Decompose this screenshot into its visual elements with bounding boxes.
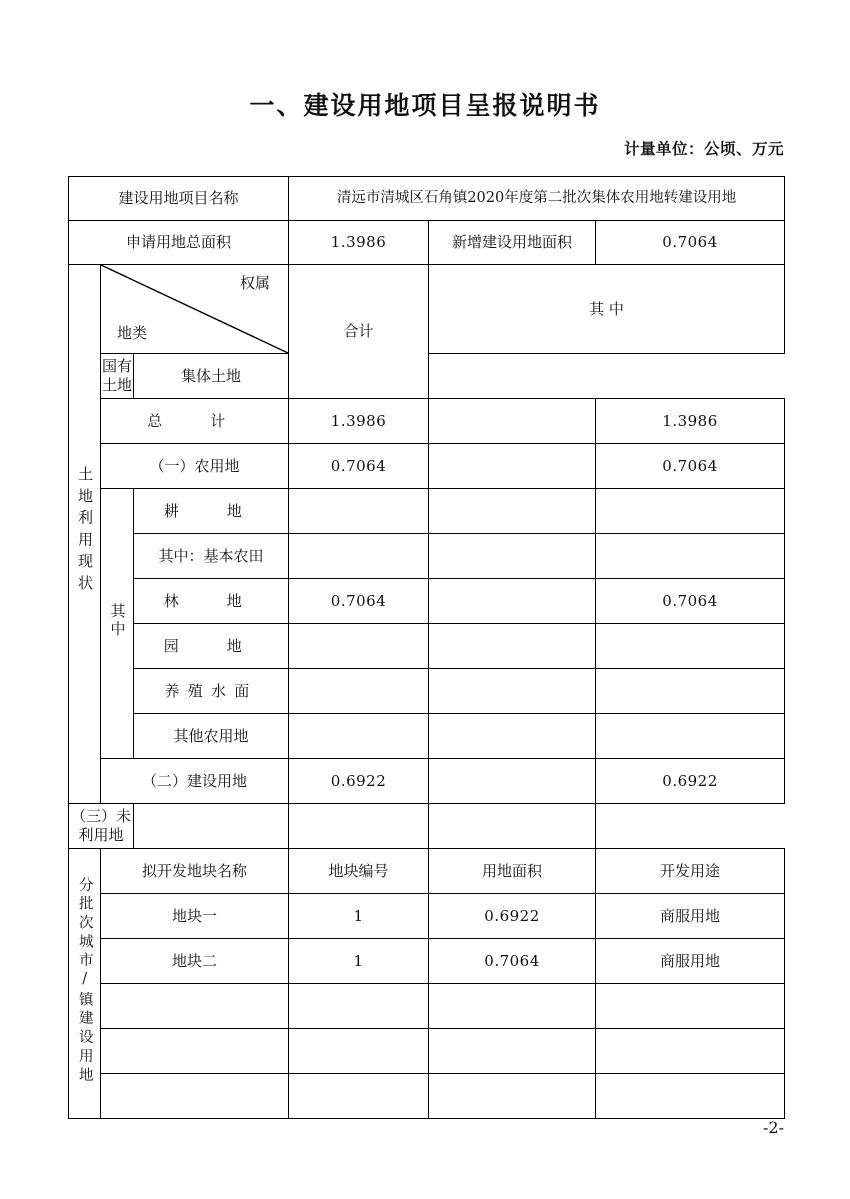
cell-garden-state <box>429 624 596 669</box>
cell-construction-collective: 0.6922 <box>596 759 785 804</box>
cell-parcel-number <box>289 984 429 1029</box>
cell-parcel-name <box>101 1029 289 1074</box>
cell-other-agricultural-state <box>429 714 596 759</box>
table-row <box>69 579 785 624</box>
table-row <box>69 534 785 579</box>
table-row <box>69 1074 785 1119</box>
cell-unused-collective <box>429 804 596 849</box>
cell-parcel-number <box>289 1029 429 1074</box>
table-row <box>69 444 785 489</box>
cell-aquaculture-state <box>429 669 596 714</box>
table-row <box>69 399 785 444</box>
cell-parcel-area: 0.7064 <box>429 939 596 984</box>
row-label-aquaculture-water: 养殖水面 <box>134 669 289 714</box>
row-label-grand-total: 总 计 <box>101 399 289 444</box>
cell-garden-collective <box>596 624 785 669</box>
row-label-unused-land: （三）未利用地 <box>69 804 134 849</box>
row-label-construction-land: （二）建设用地 <box>101 759 289 804</box>
column-header-parcel-purpose: 开发用途 <box>596 849 785 894</box>
cell-cultivated-collective <box>596 489 785 534</box>
row-label-garden-land: 园 地 <box>134 624 289 669</box>
cell-other-agricultural-collective <box>596 714 785 759</box>
cell-parcel-purpose: 商服用地 <box>596 939 785 984</box>
land-use-header-row-1 <box>69 265 785 354</box>
new-construction-area-label: 新增建设用地面积 <box>429 221 596 265</box>
total-area-label: 申请用地总面积 <box>69 221 289 265</box>
area-summary-row <box>69 221 785 265</box>
cell-grand-total-state <box>429 399 596 444</box>
land-category-header-label: 地类 <box>117 324 148 343</box>
cell-forest-collective: 0.7064 <box>596 579 785 624</box>
cell-agricultural-collective: 0.7064 <box>596 444 785 489</box>
column-header-parcel-number: 地块编号 <box>289 849 429 894</box>
cell-parcel-name: 地块二 <box>101 939 289 984</box>
column-header-collective-land: 集体土地 <box>134 354 289 399</box>
total-area-value: 1.3986 <box>289 221 429 265</box>
cell-unused-total <box>134 804 289 849</box>
cell-parcel-name <box>101 1074 289 1119</box>
table-row <box>69 804 785 849</box>
cell-parcel-number <box>289 1074 429 1119</box>
cell-parcel-purpose <box>596 1029 785 1074</box>
column-header-group-among: 其 中 <box>429 265 785 354</box>
cell-parcel-area <box>429 984 596 1029</box>
row-label-basic-farmland: 其中：基本农田 <box>134 534 289 579</box>
cell-basic-farmland-total <box>289 534 429 579</box>
land-application-table <box>68 176 785 1119</box>
page-number: -2- <box>763 1118 784 1137</box>
cell-parcel-number: 1 <box>289 894 429 939</box>
row-label-forest-land: 林 地 <box>134 579 289 624</box>
table-row <box>69 894 785 939</box>
column-header-parcel-name: 拟开发地块名称 <box>101 849 289 894</box>
cell-parcel-name: 地块一 <box>101 894 289 939</box>
table-row <box>69 984 785 1029</box>
project-name-value: 清远市清城区石角镇2020年度第二批次集体农用地转建设用地 <box>289 177 785 221</box>
table-row <box>69 714 785 759</box>
project-name-row <box>69 177 785 221</box>
cell-agricultural-total: 0.7064 <box>289 444 429 489</box>
cell-construction-state <box>429 759 596 804</box>
cell-parcel-purpose <box>596 984 785 1029</box>
cell-construction-total: 0.6922 <box>289 759 429 804</box>
row-label-agricultural-land: （一）农用地 <box>101 444 289 489</box>
new-construction-area-value: 0.7064 <box>596 221 785 265</box>
land-use-status-vertical-label <box>69 265 101 804</box>
row-label-other-agricultural: 其他农用地 <box>134 714 289 759</box>
land-use-status-vertical-text: 土地利用现状 <box>76 466 94 597</box>
table-row <box>69 489 785 534</box>
column-header-total: 合计 <box>289 265 429 399</box>
table-row <box>69 939 785 984</box>
cell-aquaculture-total <box>289 669 429 714</box>
cell-cultivated-total <box>289 489 429 534</box>
land-category-ownership-diagonal-header <box>101 265 289 354</box>
cell-forest-total: 0.7064 <box>289 579 429 624</box>
among-subgroup-vertical-text: 其中 <box>108 603 127 639</box>
page-title: 一、建设用地项目呈报说明书 <box>249 91 601 120</box>
table-row <box>69 759 785 804</box>
cell-parcel-area <box>429 1074 596 1119</box>
cell-aquaculture-collective <box>596 669 785 714</box>
cell-forest-state <box>429 579 596 624</box>
row-label-cultivated-land: 耕 地 <box>134 489 289 534</box>
table-row <box>69 624 785 669</box>
table-row <box>69 669 785 714</box>
table-row <box>69 1029 785 1074</box>
batch-urban-town-construction-vertical-text: 分批次城市/镇建设用地 <box>76 876 93 1086</box>
column-header-parcel-area: 用地面积 <box>429 849 596 894</box>
development-header-row <box>69 849 785 894</box>
cell-basic-farmland-state <box>429 534 596 579</box>
among-subgroup-vertical-label <box>101 489 134 759</box>
cell-parcel-purpose <box>596 1074 785 1119</box>
cell-parcel-purpose: 商服用地 <box>596 894 785 939</box>
cell-parcel-area <box>429 1029 596 1074</box>
cell-grand-total-total: 1.3986 <box>289 399 429 444</box>
batch-urban-town-construction-vertical-label <box>69 849 101 1119</box>
cell-basic-farmland-collective <box>596 534 785 579</box>
column-header-state-owned-land: 国有土地 <box>101 354 134 399</box>
cell-unused-state <box>289 804 429 849</box>
project-name-label: 建设用地项目名称 <box>69 177 289 221</box>
cell-parcel-name <box>101 984 289 1029</box>
cell-agricultural-state <box>429 444 596 489</box>
cell-grand-total-collective: 1.3986 <box>596 399 785 444</box>
cell-garden-total <box>289 624 429 669</box>
ownership-header-label: 权属 <box>240 274 271 292</box>
cell-other-agricultural-total <box>289 714 429 759</box>
cell-parcel-area: 0.6922 <box>429 894 596 939</box>
cell-cultivated-state <box>429 489 596 534</box>
cell-parcel-number: 1 <box>289 939 429 984</box>
measurement-unit-note: 计量单位：公顷、万元 <box>623 139 784 158</box>
